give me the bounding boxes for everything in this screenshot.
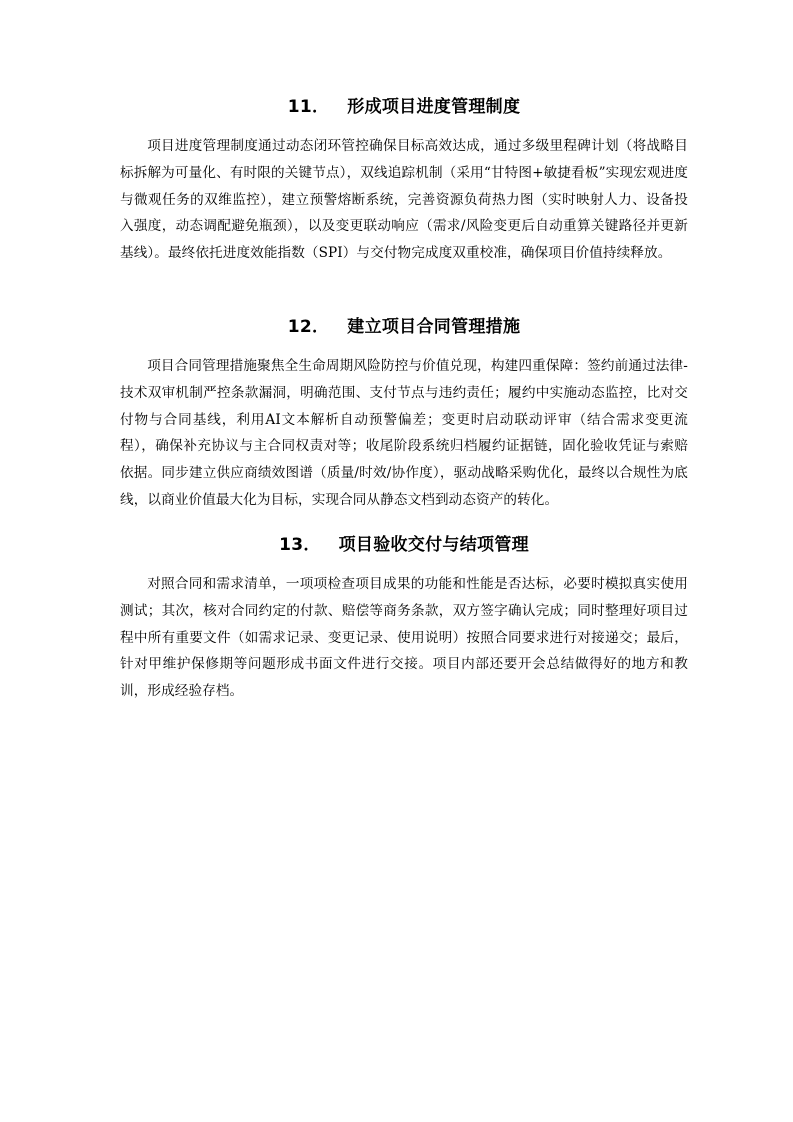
section-paragraph: 项目合同管理措施聚焦全生命周期风险防控与价值兑现，构建四重保障：签约前通过法律-技术双审机制严控条款漏洞，明确范围、支付节点与违约责任；履约中实施动态监控，比对交付物与合同基线，利用AI文本解析自动预警偏差；变更时启动联动评审（结合需求变更流程），确保补充协议与主合同权责对等；收尾阶段系统归档履约证据链，固化验收凭证与索赔依据。同步建立供应商绩效图谱（质量/时效/协作度），驱动战略采购优化，最终以合规性为底线，以商业价值最大化为目标，实现合同从静态文档到动态资产的转化。 xyxy=(120,358,688,508)
section-heading xyxy=(120,533,688,557)
section-number: 12． xyxy=(287,317,330,337)
section-title: 建立项目合同管理措施 xyxy=(347,317,521,337)
section-paragraph: 项目进度管理制度通过动态闭环管控确保目标高效达成，通过多级里程碑计划（将战略目标拆解为可量化、有时限的关键节点），双线追踪机制（采用“甘特图+敏捷看板”实现宏观进度与微观任务的双维监控），建立预警熔断系统，完善资源负荷热力图（实时映射人力、设备投入强度，动态调配避免瓶颈），以及变更联动响应（需求/风险变更后自动重算关键路径并更新基线）。最终依托进度效能指数（SPI）与交付物完成度双重校准，确保项目价值持续释放。 xyxy=(120,138,688,262)
section-number: 11． xyxy=(287,97,330,117)
section-paragraph: 对照合同和需求清单，一项项检查项目成果的功能和性能是否达标，必要时模拟真实使用测试；其次，核对合同约定的付款、赔偿等商务条款，双方签字确认完成；同时整理好项目过程中所有重要文件（如需求记录、变更记录、使用说明）按照合同要求进行对接递交；最后，针对甲维护保修期等问题形成书面文件进行交接。项目内部还要开会总结做得好的地方和教训，形成经验存档。 xyxy=(120,576,688,700)
section-13 xyxy=(120,533,688,719)
section-12 xyxy=(120,315,688,527)
section-title: 项目验收交付与结项管理 xyxy=(338,535,529,555)
section-heading xyxy=(120,95,688,119)
section-heading xyxy=(120,315,688,339)
section-title: 形成项目进度管理制度 xyxy=(347,97,521,117)
section-11 xyxy=(120,95,688,281)
section-number: 13． xyxy=(279,535,321,555)
